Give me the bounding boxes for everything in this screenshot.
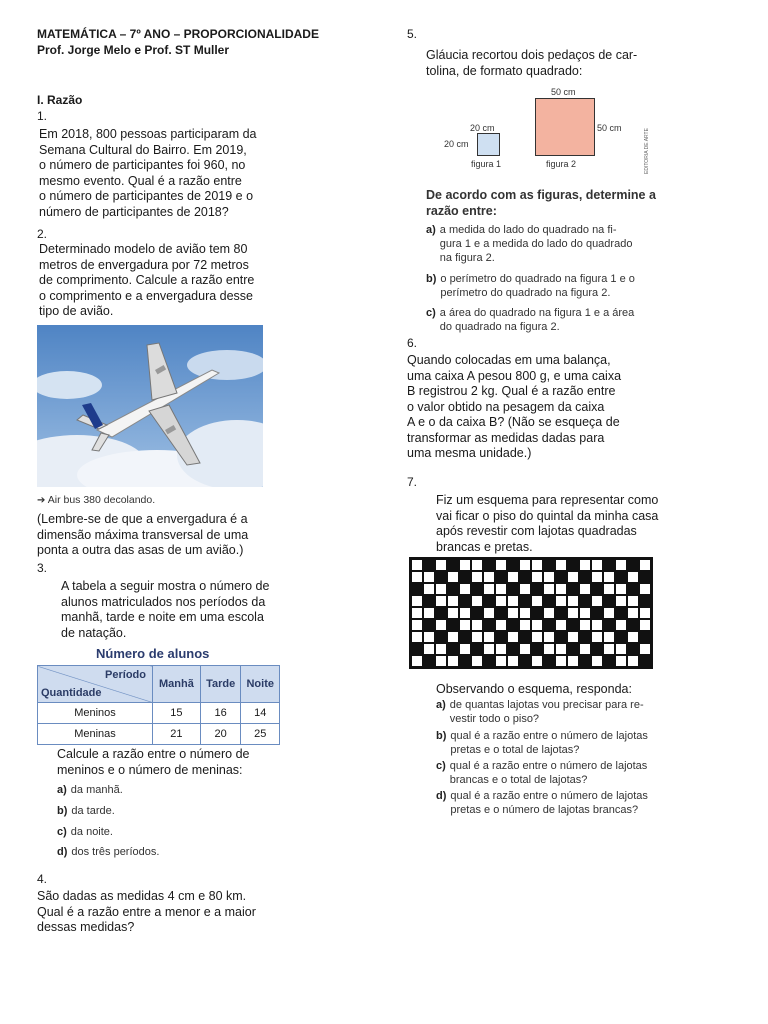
black-tile (435, 607, 447, 619)
col-header: Manhã (153, 666, 201, 703)
white-tile (411, 631, 423, 643)
arrow-icon: ➔ (37, 495, 46, 506)
black-tile (531, 583, 543, 595)
photo-caption-text: Air bus 380 decolando. (47, 494, 156, 506)
white-tile (567, 607, 579, 619)
table-cell: 21 (153, 724, 201, 745)
white-tile (627, 607, 639, 619)
black-tile (543, 559, 555, 571)
black-tile (591, 643, 603, 655)
white-tile (615, 655, 627, 667)
white-tile (579, 583, 591, 595)
black-tile (567, 643, 579, 655)
black-tile (459, 595, 471, 607)
black-tile (459, 631, 471, 643)
white-tile (591, 595, 603, 607)
question-2-text: Determinado modelo de avião tem 80 metros de envergadura por 72 metros de comprimento. Calcule a razão entre o comprimento e a envergadura desse tipo de avião. (39, 242, 255, 318)
black-tile (567, 559, 579, 571)
black-tile (495, 607, 507, 619)
question-5-number: 5. (407, 27, 418, 41)
white-tile (483, 607, 495, 619)
table-cell: 15 (153, 703, 201, 724)
black-tile (471, 607, 483, 619)
black-tile (495, 571, 507, 583)
white-tile (591, 655, 603, 667)
white-tile (639, 619, 651, 631)
black-tile (519, 571, 531, 583)
figure-2-square (535, 98, 595, 156)
black-tile (615, 607, 627, 619)
header-title: MATEMÁTICA – 7º ANO – PROPORCIONALIDADE (37, 27, 319, 41)
black-tile (483, 655, 495, 667)
black-tile (507, 583, 519, 595)
white-tile (423, 631, 435, 643)
black-tile (507, 559, 519, 571)
white-tile (423, 607, 435, 619)
question-4-text: São dadas as medidas 4 cm e 80 km. Qual é a razão entre a menor e a maior dessas medidas? (37, 889, 256, 934)
fig2-top-label: 50 cm (551, 87, 576, 97)
airplane-photo (37, 325, 263, 487)
black-tile (615, 571, 627, 583)
white-tile (603, 643, 615, 655)
black-tile (555, 631, 567, 643)
white-tile (603, 583, 615, 595)
option-letter: c) (57, 826, 67, 838)
option-text: da tarde. (71, 805, 115, 817)
option-letter: b) (57, 805, 68, 817)
black-tile (627, 643, 639, 655)
white-tile (435, 583, 447, 595)
option-text: qual é a razão entre o número de lajotas pretas e o número de lajotas brancas? (450, 790, 648, 816)
table-cell: 20 (200, 724, 241, 745)
white-tile (459, 559, 471, 571)
white-tile (483, 583, 495, 595)
white-tile (627, 595, 639, 607)
black-tile (603, 655, 615, 667)
option-text: de quantas lajotas vou precisar para re- vestir todo o piso? (449, 699, 644, 725)
white-tile (495, 643, 507, 655)
white-tile (519, 643, 531, 655)
black-tile (471, 643, 483, 655)
white-tile (579, 643, 591, 655)
white-tile (435, 643, 447, 655)
black-tile (435, 631, 447, 643)
black-tile (519, 595, 531, 607)
option-letter: c) (436, 760, 446, 772)
white-tile (459, 607, 471, 619)
black-tile (579, 595, 591, 607)
white-tile (459, 583, 471, 595)
white-tile (459, 643, 471, 655)
table-row (38, 724, 280, 745)
tile-grid (409, 557, 653, 669)
row-label: Meninos (38, 703, 153, 724)
question-5-prompt: De acordo com as figuras, determine a razão entre: (426, 188, 656, 218)
black-tile (423, 595, 435, 607)
black-tile (423, 619, 435, 631)
white-tile (531, 571, 543, 583)
option-letter: d) (57, 846, 68, 858)
white-tile (435, 595, 447, 607)
white-tile (627, 631, 639, 643)
black-tile (507, 619, 519, 631)
white-tile (531, 631, 543, 643)
white-tile (495, 619, 507, 631)
white-tile (411, 607, 423, 619)
white-tile (507, 607, 519, 619)
question-2-number: 2. (37, 227, 48, 241)
white-tile (543, 607, 555, 619)
option-letter: b) (436, 730, 447, 742)
white-tile (555, 655, 567, 667)
header-authors: Prof. Jorge Melo e Prof. ST Muller (37, 43, 230, 57)
black-tile (447, 619, 459, 631)
black-tile (615, 631, 627, 643)
black-tile (579, 655, 591, 667)
question-5-text: Gláucia recortou dois pedaços de car- tolina, de formato quadrado: (426, 48, 638, 78)
white-tile (423, 583, 435, 595)
white-tile (543, 571, 555, 583)
white-tile (459, 619, 471, 631)
white-tile (555, 595, 567, 607)
black-tile (447, 559, 459, 571)
white-tile (495, 655, 507, 667)
question-6-text: Quando colocadas em uma balança, uma caixa A pesou 800 g, e uma caixa B registrou 2 kg. Qual é a razão entre o valor obtido na pesagem da caixa A e o da caixa B? (Não se esqueça de transformar as medidas dadas para uma mesma unidade.) (407, 353, 622, 460)
white-tile (423, 643, 435, 655)
photo-caption (37, 494, 155, 506)
white-tile (567, 655, 579, 667)
fig1-side-label: 20 cm (444, 139, 469, 149)
white-tile (447, 595, 459, 607)
col-header: Tarde (200, 666, 241, 703)
question-1-text: Em 2018, 800 pessoas participaram da Semana Cultural do Bairro. Em 2019, o número de participantes foi 960, no mesmo evento. Qual é a razão entre o número de participantes de 2019 e o número de participantes de 2018? (39, 127, 257, 219)
black-tile (519, 655, 531, 667)
question-5-option-b (426, 272, 635, 300)
option-letter: a) (426, 224, 436, 236)
col-header: Noite (241, 666, 280, 703)
black-tile (423, 559, 435, 571)
black-tile (639, 571, 651, 583)
white-tile (519, 583, 531, 595)
black-tile (567, 619, 579, 631)
white-tile (579, 559, 591, 571)
white-tile (627, 571, 639, 583)
white-tile (591, 619, 603, 631)
question-7-number: 7. (407, 475, 418, 489)
corner-period: Período (105, 669, 146, 681)
black-tile (543, 595, 555, 607)
question-2-note: (Lembre-se de que a envergadura é a dimensão máxima transversal de uma ponta a outra das asas de um avião.) (37, 512, 249, 557)
fig1-caption: figura 1 (471, 159, 502, 169)
white-tile (507, 655, 519, 667)
black-tile (483, 595, 495, 607)
black-tile (603, 595, 615, 607)
table-cell: 14 (241, 703, 280, 724)
white-tile (435, 655, 447, 667)
black-tile (639, 595, 651, 607)
white-tile (603, 607, 615, 619)
white-tile (615, 583, 627, 595)
black-tile (579, 571, 591, 583)
section-title: I. Razão (37, 93, 83, 107)
white-tile (519, 559, 531, 571)
white-tile (543, 643, 555, 655)
black-tile (435, 571, 447, 583)
white-tile (543, 631, 555, 643)
white-tile (471, 559, 483, 571)
black-tile (603, 559, 615, 571)
black-tile (459, 571, 471, 583)
question-1-number: 1. (37, 109, 48, 123)
white-tile (543, 583, 555, 595)
question-3-option-b (57, 804, 115, 818)
white-tile (519, 607, 531, 619)
option-letter: d) (436, 790, 447, 802)
white-tile (531, 559, 543, 571)
white-tile (531, 619, 543, 631)
white-tile (591, 571, 603, 583)
black-tile (591, 583, 603, 595)
white-tile (411, 595, 423, 607)
question-3-option-a (57, 783, 123, 797)
black-tile (411, 643, 423, 655)
white-tile (483, 643, 495, 655)
white-tile (531, 595, 543, 607)
question-4-number: 4. (37, 872, 48, 886)
option-text: dos três períodos. (71, 846, 160, 858)
black-tile (459, 655, 471, 667)
question-3-prompt: Calcule a razão entre o número de meninos e o número de meninas: (57, 747, 250, 777)
white-tile (603, 571, 615, 583)
figure-1-square (477, 133, 500, 156)
black-tile (591, 607, 603, 619)
black-tile (639, 655, 651, 667)
white-tile (555, 643, 567, 655)
white-tile (603, 631, 615, 643)
white-tile (411, 619, 423, 631)
white-tile (471, 595, 483, 607)
black-tile (447, 643, 459, 655)
black-tile (483, 559, 495, 571)
white-tile (591, 559, 603, 571)
white-tile (447, 655, 459, 667)
option-text: da noite. (70, 826, 113, 838)
white-tile (507, 571, 519, 583)
table-corner (38, 666, 153, 703)
white-tile (411, 559, 423, 571)
question-6-number: 6. (407, 336, 418, 350)
white-tile (615, 559, 627, 571)
option-letter: a) (57, 784, 67, 796)
black-tile (543, 619, 555, 631)
black-tile (555, 607, 567, 619)
black-tile (531, 607, 543, 619)
white-tile (447, 571, 459, 583)
question-7-option-c (436, 759, 647, 787)
white-tile (579, 619, 591, 631)
question-3-text: A tabela a seguir mostra o número de alunos matriculados nos períodos da manhã, tarde e noite em uma escola de natação. (61, 579, 270, 640)
white-tile (471, 655, 483, 667)
white-tile (471, 619, 483, 631)
black-tile (603, 619, 615, 631)
black-tile (579, 631, 591, 643)
black-tile (531, 643, 543, 655)
figure-credit: EDITORIA DE ARTE (644, 128, 650, 174)
white-tile (471, 571, 483, 583)
white-tile (471, 631, 483, 643)
white-tile (567, 571, 579, 583)
row-label: Meninas (38, 724, 153, 745)
question-7-option-a (436, 698, 644, 726)
black-tile (627, 619, 639, 631)
black-tile (543, 655, 555, 667)
white-tile (435, 559, 447, 571)
white-tile (435, 619, 447, 631)
table-title: Número de alunos (96, 646, 210, 661)
black-tile (483, 619, 495, 631)
white-tile (639, 643, 651, 655)
white-tile (591, 631, 603, 643)
white-tile (447, 607, 459, 619)
white-tile (423, 571, 435, 583)
option-text: qual é a razão entre o número de lajotas brancas e o total de lajotas? (449, 760, 648, 786)
question-7-prompt: Observando o esquema, responda: (436, 682, 632, 696)
question-7-text: Fiz um esquema para representar como vai ficar o piso do quintal da minha casa após revestir com lajotas quadradas brancas e pretas. (436, 493, 659, 554)
fig1-top-label: 20 cm (470, 123, 495, 133)
black-tile (507, 643, 519, 655)
white-tile (615, 595, 627, 607)
white-tile (639, 583, 651, 595)
question-3-number: 3. (37, 561, 48, 575)
option-letter: c) (426, 307, 436, 319)
question-5-option-a (426, 223, 632, 265)
black-tile (423, 655, 435, 667)
black-tile (555, 571, 567, 583)
white-tile (495, 559, 507, 571)
white-tile (411, 571, 423, 583)
white-tile (639, 559, 651, 571)
white-tile (567, 595, 579, 607)
white-tile (579, 607, 591, 619)
option-letter: b) (426, 273, 437, 285)
table-cell: 16 (200, 703, 241, 724)
white-tile (483, 631, 495, 643)
white-tile (531, 655, 543, 667)
corner-quantity: Quantidade (41, 687, 102, 699)
question-3-option-c (57, 825, 113, 839)
black-tile (471, 583, 483, 595)
white-tile (519, 619, 531, 631)
option-text: a área do quadrado na figura 1 e a área do quadrado na figura 2. (439, 307, 635, 333)
table-row (38, 703, 280, 724)
option-text: a medida do lado do quadrado na fi- gura 1 e a medida do lado do quadrado na figura 2. (439, 224, 633, 264)
black-tile (447, 583, 459, 595)
option-letter: a) (436, 699, 446, 711)
white-tile (615, 643, 627, 655)
white-tile (555, 619, 567, 631)
table-cell: 25 (241, 724, 280, 745)
white-tile (447, 631, 459, 643)
fig2-side-label: 50 cm (597, 123, 622, 133)
question-7-option-b (436, 729, 648, 757)
white-tile (555, 583, 567, 595)
option-text: o perímetro do quadrado na figura 1 e o perímetro do quadrado na figura 2. (440, 273, 635, 299)
black-tile (495, 631, 507, 643)
black-tile (519, 631, 531, 643)
students-table (37, 665, 280, 745)
white-tile (495, 583, 507, 595)
white-tile (615, 619, 627, 631)
white-tile (507, 595, 519, 607)
fig2-caption: figura 2 (546, 159, 577, 169)
white-tile (627, 655, 639, 667)
black-tile (627, 583, 639, 595)
question-7-option-d (436, 789, 648, 817)
black-tile (627, 559, 639, 571)
black-tile (567, 583, 579, 595)
white-tile (483, 571, 495, 583)
question-3-option-d (57, 845, 159, 859)
black-tile (639, 631, 651, 643)
white-tile (507, 631, 519, 643)
option-text: qual é a razão entre o número de lajotas pretas e o total de lajotas? (450, 730, 648, 756)
table-header-row (38, 666, 280, 703)
black-tile (411, 583, 423, 595)
white-tile (567, 631, 579, 643)
question-5-option-c (426, 306, 634, 334)
white-tile (495, 595, 507, 607)
white-tile (639, 607, 651, 619)
option-text: da manhã. (70, 784, 123, 796)
white-tile (411, 655, 423, 667)
white-tile (555, 559, 567, 571)
